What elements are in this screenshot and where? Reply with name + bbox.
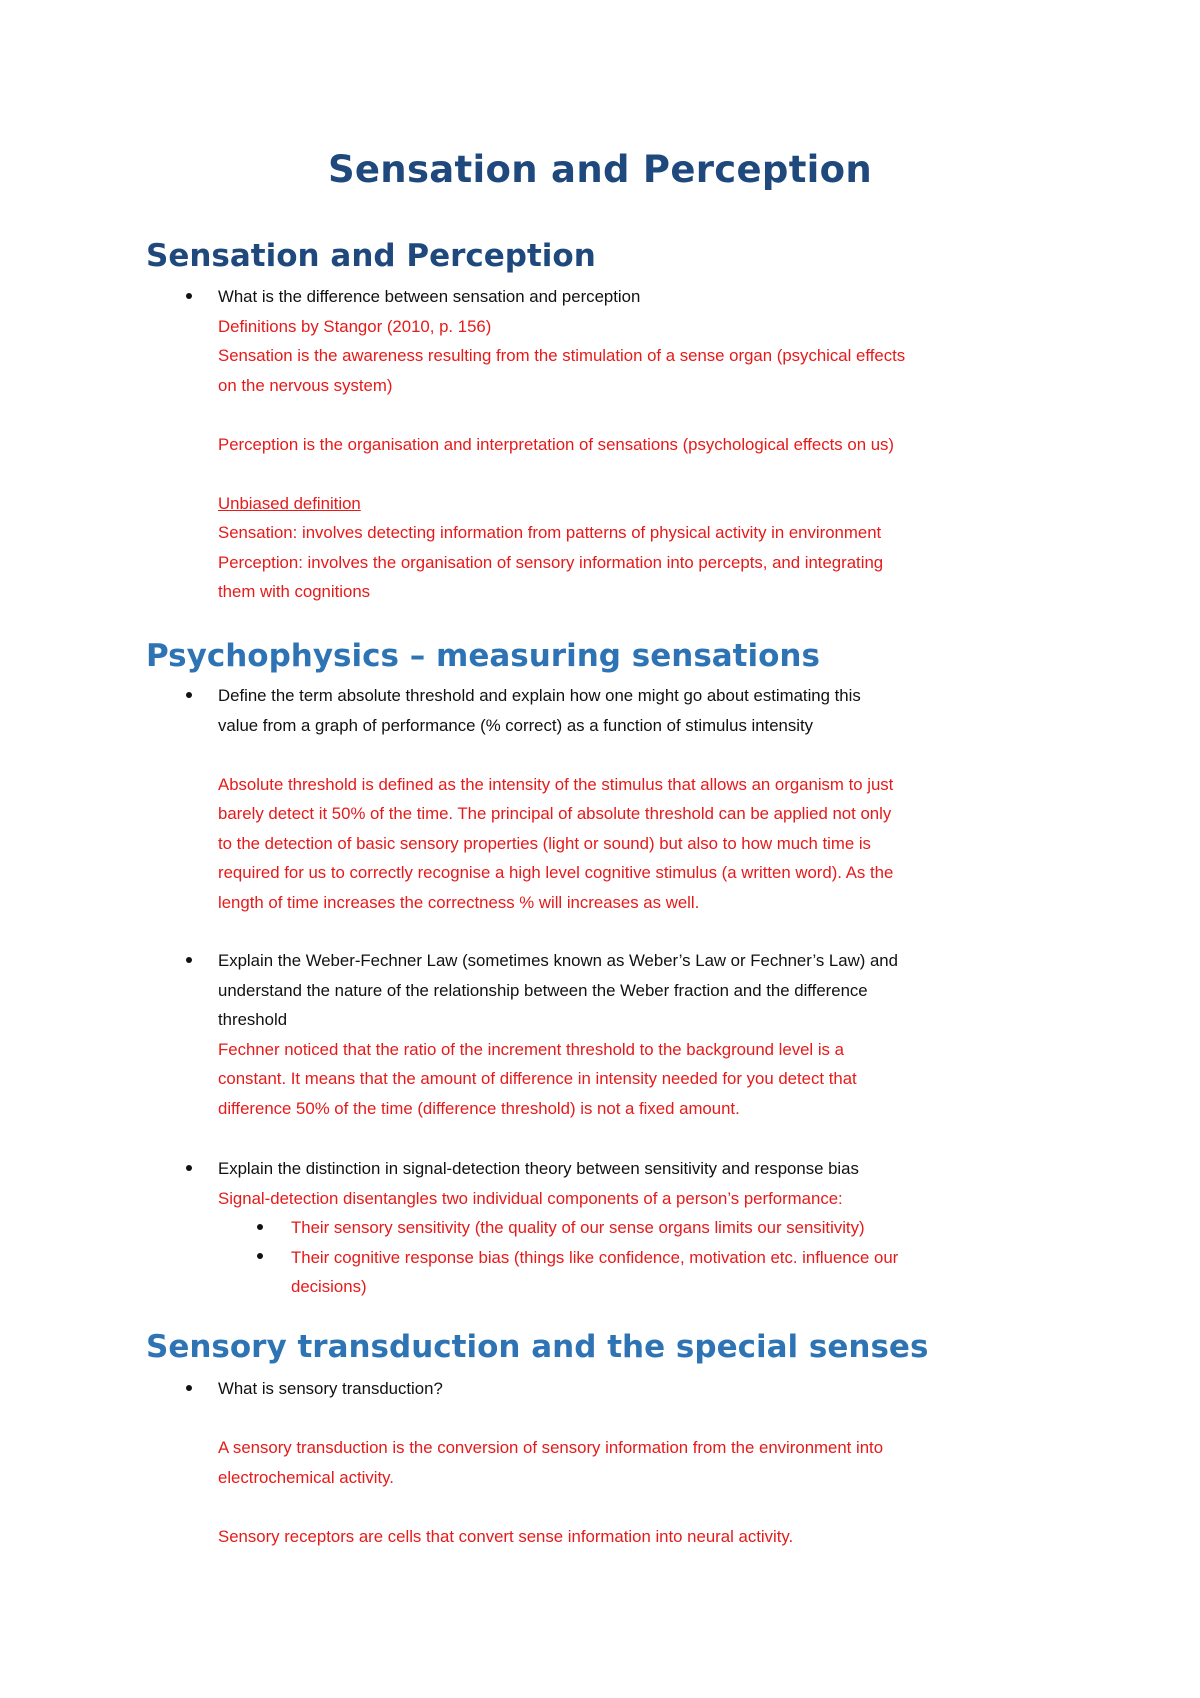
question-text: Explain the distinction in signal-detection theory between sensitivity and response bias	[218, 1159, 859, 1178]
blank-line	[218, 400, 1078, 430]
answer-line: difference 50% of the time (difference threshold) is not a fixed amount.	[218, 1098, 740, 1118]
answer-line: A sensory transduction is the conversion of sensory information from the environment into	[218, 1438, 884, 1457]
question-text: threshold	[218, 1010, 288, 1029]
section-2-item-3	[218, 1154, 1078, 1302]
answer-line: Sensation is the awareness resulting from the stimulation of a sense organ (psychical effects	[218, 346, 906, 365]
sub-item-continuation: decisions)	[291, 1277, 367, 1296]
question-text: What is the difference between sensation and perception	[218, 287, 641, 306]
answer-line: on the nervous system)	[218, 375, 393, 395]
blank-line	[218, 1492, 1078, 1522]
question-text: understand the nature of the relationship between the Weber fraction and the difference	[218, 980, 868, 1000]
question-text: value from a graph of performance (% correct) as a function of stimulus intensity	[218, 715, 814, 735]
answer-line: length of time increases the correctness % will increases as well.	[218, 892, 700, 912]
question-text: Define the term absolute threshold and explain how one might go about estimating this	[218, 686, 861, 705]
answer-line: them with cognitions	[218, 582, 371, 601]
blank-line	[218, 1404, 1078, 1434]
bullet-dot	[186, 957, 192, 963]
section-2-item-1	[218, 681, 1078, 917]
answer-line: Definitions by Stangor (2010, p. 156)	[218, 316, 492, 336]
question-text: Explain the Weber-Fechner Law (sometimes known as Weber’s Law or Fechner’s Law) and	[218, 951, 898, 970]
answer-line: Signal-detection disentangles two individual components of a person’s performance:	[218, 1188, 843, 1208]
section-heading-sensory-transduction: Sensory transduction and the special senses	[146, 1329, 929, 1365]
answer-line: barely detect it 50% of the time. The principal of absolute threshold can be applied not only	[218, 804, 892, 823]
answer-subheading: Unbiased definition	[218, 493, 361, 513]
answer-line: Sensation: involves detecting information from patterns of physical activity in environment	[218, 523, 882, 542]
answer-line: Perception is the organisation and interpretation of sensations (psychological effects on us)	[218, 434, 895, 454]
bullet-dot	[186, 1385, 192, 1391]
section-heading-sensation-perception: Sensation and Perception	[146, 238, 596, 274]
section-2-item-2	[218, 946, 1078, 1123]
bullet-dot	[186, 293, 192, 299]
answer-line: Sensory receptors are cells that convert sense information into neural activity.	[218, 1526, 794, 1546]
blank-line	[218, 459, 1078, 489]
sub-bullet-dot	[257, 1224, 263, 1230]
answer-line: electrochemical activity.	[218, 1467, 394, 1487]
answer-line: required for us to correctly recognise a high level cognitive stimulus (a written word). As the	[218, 863, 894, 882]
sub-item: Their cognitive response bias (things like confidence, motivation etc. influence our	[291, 1247, 899, 1267]
blank-line	[218, 740, 1078, 770]
answer-line: to the detection of basic sensory properties (light or sound) but also to how much time is	[218, 833, 871, 853]
bullet-dot	[186, 1165, 192, 1171]
sub-bullet-dot	[257, 1253, 263, 1259]
sub-item: Their sensory sensitivity (the quality of our sense organs limits our sensitivity)	[291, 1218, 865, 1237]
section-heading-psychophysics: Psychophysics – measuring sensations	[146, 638, 820, 674]
bullet-dot	[186, 692, 192, 698]
section-3-item-1	[218, 1374, 1078, 1551]
section-1-item-1	[218, 282, 1078, 607]
answer-line: Perception: involves the organisation of sensory information into percepts, and integrating	[218, 552, 884, 572]
answer-line: Fechner noticed that the ratio of the increment threshold to the background level is a	[218, 1039, 844, 1059]
answer-line: constant. It means that the amount of difference in intensity needed for you detect that	[218, 1069, 857, 1088]
question-text: What is sensory transduction?	[218, 1379, 443, 1398]
answer-line: Absolute threshold is defined as the intensity of the stimulus that allows an organism to just	[218, 774, 894, 794]
document-title: Sensation and Perception	[327, 148, 873, 191]
